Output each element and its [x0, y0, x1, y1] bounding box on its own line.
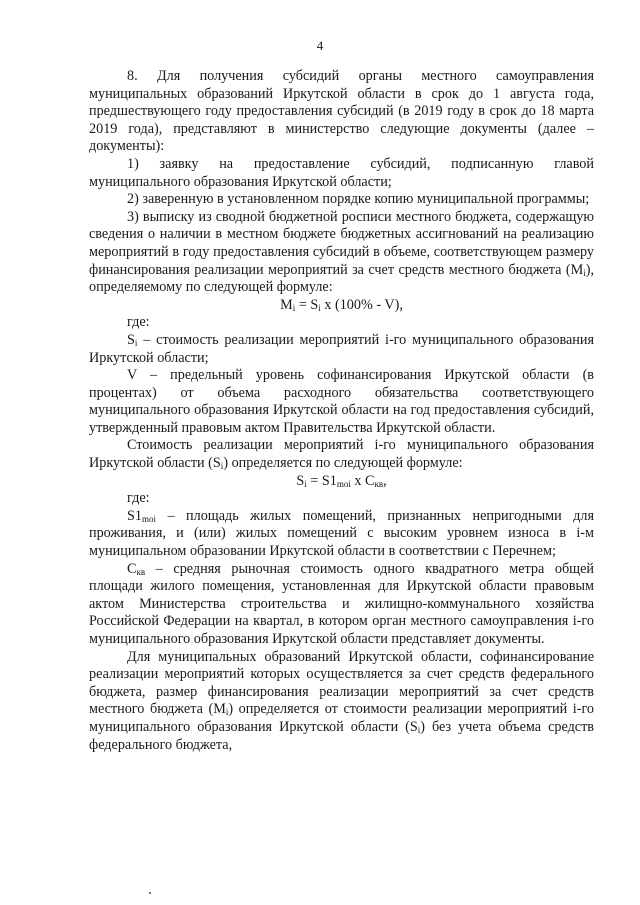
definition-c-text: – средняя рыночная стоимость одного квадратного метра общей площади жилого помещения, установленная для Иркутской области правовым актом Министерства строительства и жилищно-коммунального хозяйства Российской Федерации на квартал, в котором орган местного самоуправления i-го муниципального образования Иркутской области представляет документы. [89, 560, 594, 647]
formula-m-s: = S [295, 296, 319, 313]
formula-s-s1: = S1 [306, 472, 337, 489]
definition-s1 [89, 508, 594, 561]
definition-v: V – предельный уровень софинансирования Иркутской области (в процентах) от объема расходного обязательства соответствующего муниципального образования Иркутской области на год предоставления субсидий, утвержденный правовым актом Правительства Иркутской области. [89, 367, 594, 436]
where-label-1: где: [127, 314, 150, 331]
formula-m-symbol: M [280, 296, 293, 313]
page-number: 4 [316, 38, 324, 53]
formula-s-subscript: i [304, 478, 307, 489]
definition-s-subscript: i [134, 337, 138, 348]
where-label-2: где: [127, 490, 150, 507]
document-body [89, 68, 594, 754]
list-item-2: 2) заверенную в установленном порядке копию муниципальной программы; [127, 191, 590, 208]
final-text-c: ) без учета объема средств федерального бюджета, [89, 718, 594, 753]
formula-s-c-subscript: кв [374, 478, 384, 489]
cost-intro [89, 437, 594, 472]
formula-s-end: , [383, 472, 387, 489]
definition-s1-subscript: moi [141, 513, 156, 524]
item3-text-end: ), определяемому по следующей формуле: [89, 261, 594, 296]
formula-m [89, 297, 594, 315]
list-item-3 [89, 209, 594, 297]
final-subscript-1: i [225, 707, 229, 718]
definition-c-subscript: кв [136, 566, 146, 577]
paragraph-8: 8. Для получения субсидий органы местного самоуправления муниципальных образований Иркутской области в срок до 1 августа года, предшествующего году предоставления субсидий (в 2019 году в срок до 18 марта 2019 года), представляют в министерство следующие документы (далее – документы): [89, 68, 594, 155]
final-text-a: Для муниципальных образований Иркутской области, софинансирование реализации мероприятий которых осуществляется за счет средств федерального бюджета, размер финансирования реализации мероприятий за счет средств местного бюджета (M [89, 648, 594, 718]
definition-s [89, 332, 594, 367]
scan-speck [149, 892, 151, 894]
final-subscript-2: i [417, 724, 421, 735]
definition-s1-symbol: S1 [127, 507, 142, 524]
item3-text: 3) выписку из сводной бюджетной росписи местного бюджета, содержащую сведения о наличии в местном бюджете бюджетных ассигнований на реализацию мероприятий в году предоставления субсидий в объеме, соответствующем размеру финансирования реализации мероприятий за счет средств местного бюджета (M [89, 208, 594, 278]
formula-s-symbol: S [296, 472, 305, 489]
formula-s-c: x C [350, 472, 375, 489]
cost-intro-text-end: ) определяется по следующей формуле: [223, 455, 463, 472]
formula-m-subscript: i [292, 302, 296, 313]
definition-s1-text: – площадь жилых помещений, признанных непригодными для проживания, и (или) жилых помещений с высоким уровнем износа в i-м муниципальном образовании Иркутской области в соответствии с Перечнем; [89, 507, 594, 560]
item3-subscript: i [583, 267, 586, 278]
formula-s [89, 473, 594, 491]
formula-m-s-subscript: i [318, 302, 321, 313]
definition-s-text: – стоимость реализации мероприятий i-го муниципального образования Иркутской области; [89, 331, 594, 366]
cost-intro-text: Стоимость реализации мероприятий i-го муниципального образования Иркутской области (S [89, 437, 594, 472]
definition-c [89, 561, 594, 649]
formula-m-rest: x (100% - V), [320, 296, 403, 313]
cost-intro-subscript: i [220, 461, 224, 472]
definition-c-symbol: C [127, 560, 137, 577]
definition-s-symbol: S [127, 331, 135, 348]
formula-s-s1-subscript: moi [336, 478, 351, 489]
final-text-b: ) определяется от стоимости реализации мероприятий i-го муниципального образования Иркутской области (S [89, 701, 594, 735]
final-paragraph [89, 649, 594, 755]
list-item-1: 1) заявку на предоставление субсидий, подписанную главой муниципального образования Иркутской области; [89, 155, 594, 190]
